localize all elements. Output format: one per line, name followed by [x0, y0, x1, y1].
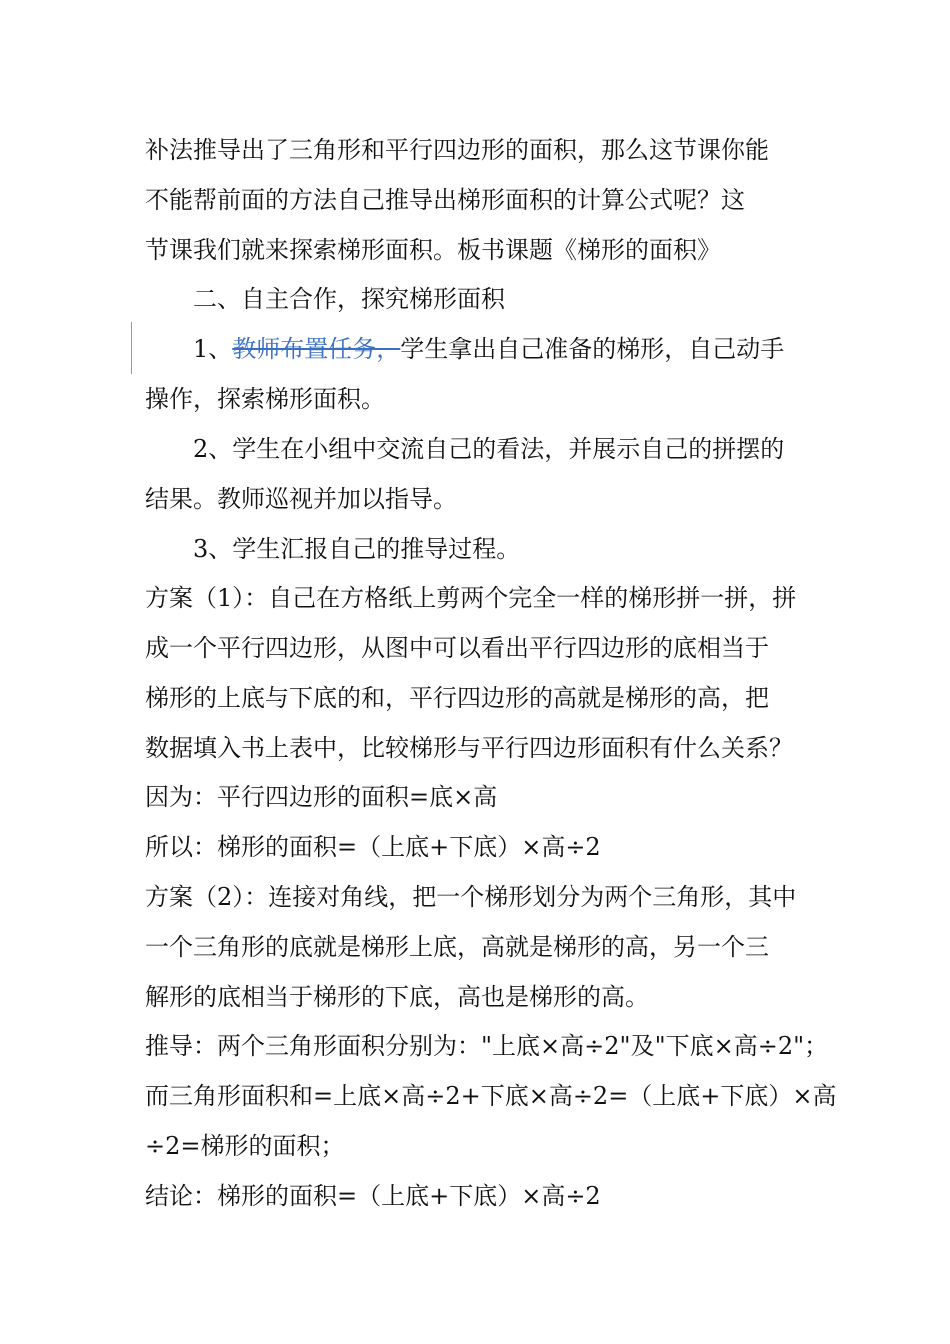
paragraph-line: 梯形的上底与下底的和，平行四边形的高就是梯形的高，把	[145, 684, 769, 712]
list-item-1	[193, 334, 873, 364]
conclusion-line: 结论：梯形的面积=（上底+下底）×高÷2	[145, 1182, 601, 1210]
paragraph-line: 操作，探索梯形面积。	[145, 385, 385, 413]
section-heading: 二、自主合作，探究梯形面积	[193, 285, 505, 313]
revision-change-bar	[131, 322, 132, 374]
formula-line: ÷2=梯形的面积；	[145, 1132, 345, 1160]
deleted-text: 教师布置任务，	[232, 335, 401, 363]
formula-line: 而三角形面积和=上底×高÷2+下底×高÷2=（上底+下底）×高	[145, 1082, 837, 1110]
paragraph-line: 数据填入书上表中，比较梯形与平行四边形面积有什么关系？	[145, 734, 793, 762]
list-item-2: 2、学生在小组中交流自己的看法，并展示自己的拼摆的	[193, 435, 785, 463]
list-item-text: 学生拿出自己准备的梯形，自己动手	[400, 335, 785, 363]
paragraph-line: 方案（2）：连接对角线，把一个梯形划分为两个三角形，其中	[145, 883, 797, 911]
list-item-3: 3、学生汇报自己的推导过程。	[193, 535, 521, 563]
formula-line: 因为：平行四边形的面积=底×高	[145, 783, 498, 811]
paragraph-line: 结果。教师巡视并加以指导。	[145, 485, 457, 513]
paragraph-line: 补法推导出了三角形和平行四边形的面积，那么这节课你能	[145, 136, 769, 164]
formula-line: 所以：梯形的面积=（上底+下底）×高÷2	[145, 833, 601, 861]
paragraph-line: 一个三角形的底就是梯形上底，高就是梯形的高，另一个三	[145, 933, 769, 961]
list-item-number: 1、	[193, 335, 233, 363]
paragraph-line: 节课我们就来探索梯形面积。板书课题《梯形的面积》	[145, 236, 721, 264]
formula-line: 推导：两个三角形面积分别为："上底×高÷2"及"下底×高÷2"；	[145, 1032, 829, 1060]
paragraph-line: 不能帮前面的方法自己推导出梯形面积的计算公式呢？这	[145, 186, 745, 214]
paragraph-line: 解形的底相当于梯形的下底，高也是梯形的高。	[145, 983, 649, 1011]
paragraph-line: 成一个平行四边形，从图中可以看出平行四边形的底相当于	[145, 634, 769, 662]
paragraph-line: 方案（1）：自己在方格纸上剪两个完全一样的梯形拼一拼，拼	[145, 584, 797, 612]
